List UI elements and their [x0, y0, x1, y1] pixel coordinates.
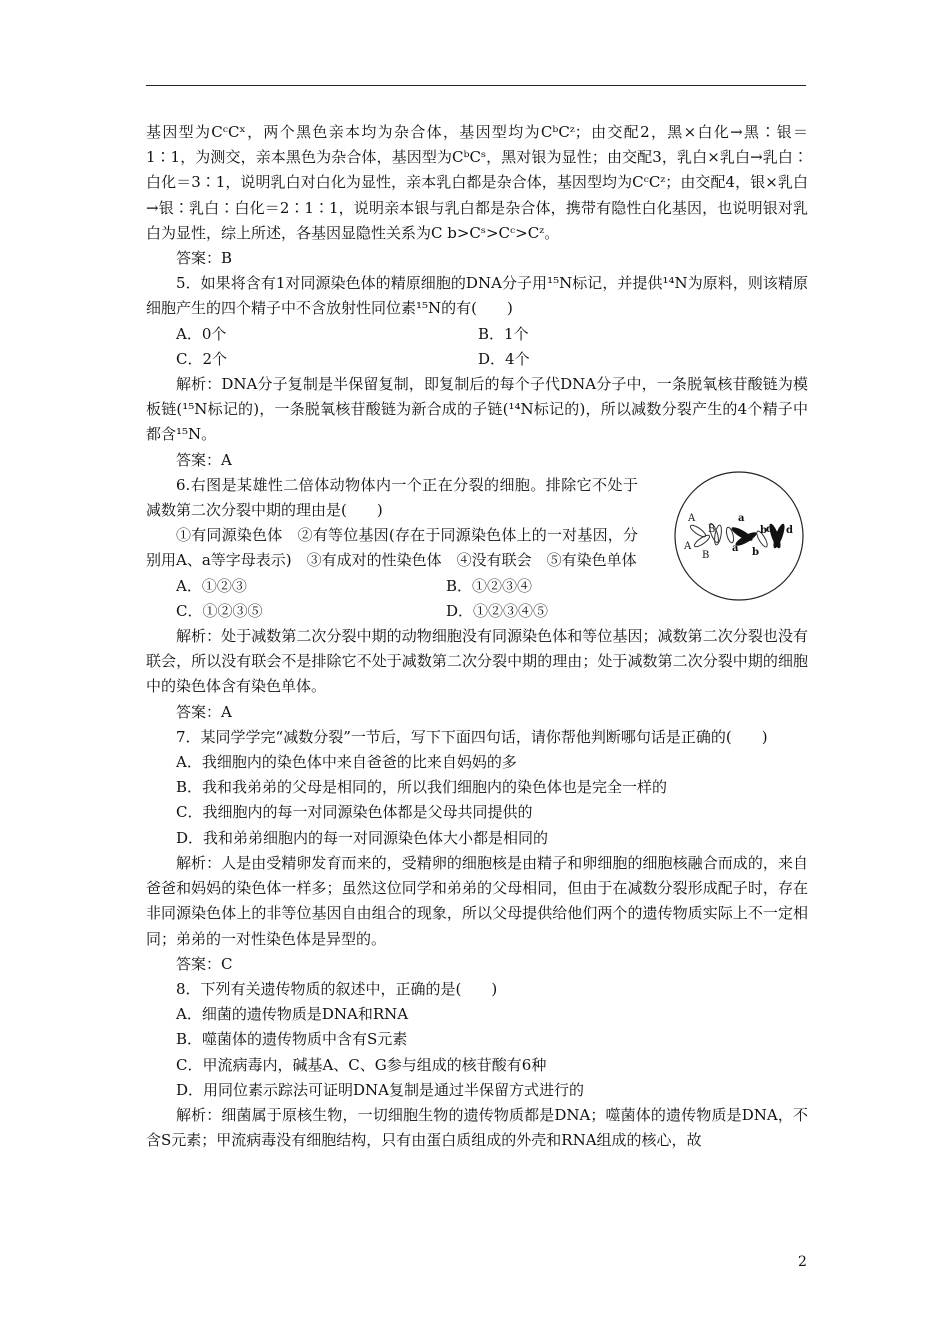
question-8: 8．下列有关遗传物质的叙述中，正确的是( )	[176, 979, 498, 998]
q5-option-c: C．2个	[176, 349, 228, 368]
q5-explanation: 解析：DNA分子复制是半保留复制，即复制后的每个子代DNA分子中，一条脱氧核苷酸链为模板链(¹⁵N标记的)，一条脱氧核苷酸链为新合成的子链(¹⁴N标记的)，所以减数分裂产生的4个精子中都含¹⁵N。	[146, 375, 808, 444]
page-number: 2	[798, 1254, 807, 1270]
gene-label: A	[684, 541, 692, 552]
q8-option-c: C．甲流病毒内，碱基A、C、G参与组成的核苷酸有6种	[176, 1055, 547, 1074]
question-7: 7．某同学学完“减数分裂”一节后，写下下面四句话，请你帮他判断哪句话是正确的( )	[176, 727, 768, 746]
gene-label: B	[702, 550, 710, 561]
q5-option-d: D．4个	[478, 349, 530, 368]
q7-explanation: 解析：人是由受精卵发育而来的，受精卵的细胞核是由精子和卵细胞的细胞核融合而成的，来自爸爸和妈妈的染色体一样多；虽然这位同学和弟弟的父母相同，但由于在减数分裂形成配子时，存在非同源染色体上的非等位基因自由组合的现象，所以父母提供给他们两个的遗传物质实际上不一定相同；弟弟的一对性染色体是异型的。	[146, 853, 808, 948]
gene-label: d	[786, 525, 793, 536]
q6-option-a: A．①②③	[176, 576, 247, 595]
q7-option-a: A．我细胞内的染色体中来自爸爸的比来自妈妈的多	[176, 753, 517, 772]
cell-division-figure	[672, 469, 806, 603]
answer-5: 答案：A	[176, 450, 232, 469]
q8-option-a: A．细菌的遗传物质是DNA和RNA	[176, 1005, 409, 1024]
question-5: 5．如果将含有1对同源染色体的精原细胞的DNA分子用¹⁵N标记，并提供¹⁴N为原料，则该精原细胞产生的四个精子中不含放射性同位素¹⁵N的有( )	[146, 274, 808, 318]
gene-label: a	[738, 513, 745, 524]
q5-option-a: A．0个	[176, 324, 227, 343]
q8-explanation: 解析：细菌属于原核生物，一切细胞生物的遗传物质都是DNA；噬菌体的遗传物质是DNA，不含S元素；甲流病毒没有细胞结构，只有由蛋白质组成的外壳和RNA组成的核心，故	[146, 1105, 808, 1150]
gene-label: b	[752, 547, 759, 558]
gene-label: A	[688, 513, 696, 524]
q6-items: ①有同源染色体 ②有等位基因(存在于同源染色体上的一对基因，分别用A、a等字母表示) ③有成对的性染色体 ④没有联会 ⑤有染色单体	[146, 526, 638, 570]
q7-option-d: D．我和弟弟细胞内的每一对同源染色体大小都是相同的	[176, 828, 549, 847]
question-6: 6.右图是某雄性二倍体动物体内一个正在分裂的细胞。排除它不处于减数第二次分裂中期的理由是( )	[146, 475, 638, 520]
page-body	[146, 120, 808, 1153]
answer-7: 答案：C	[176, 954, 233, 973]
paragraph-intro: 基因型为CᶜCˣ，两个黑色亲本均为杂合体，基因型均为CᵇCᶻ；由交配2，黑×白化→黑∶银＝1∶1，为测交，亲本黑色为杂合体，基因型为CᵇCˢ，黑对银为显性；由交配3，乳白×乳白→乳白∶白化＝3∶1，说明乳白对白化为显性，亲本乳白都是杂合体，基因型均为CᶜCᶻ；由交配4，银×乳白→银∶乳白∶白化＝2∶1∶1，说明亲本银与乳白都是杂合体，携带有隐性白化基因，也说明银对乳白为显性，综上所述，各基因显隐性关系为C b>Cˢ>Cᶜ>Cᶻ。	[146, 123, 808, 242]
q7-option-c: C．我细胞内的每一对同源染色体都是父母共同提供的	[176, 803, 533, 822]
q6-explanation: 解析：处于减数第二次分裂中期的动物细胞没有同源染色体和等位基因；减数第二次分裂也没有联会，所以没有联会不是排除它不处于减数第二次分裂中期的理由；处于减数第二次分裂中期的细胞中的染色体含有染色单体。	[146, 627, 808, 696]
q5-option-b: B．1个	[478, 324, 529, 343]
gene-label: b	[760, 525, 767, 536]
q8-option-b: B．噬菌体的遗传物质中含有S元素	[176, 1030, 408, 1049]
chromosome-pair-middle	[725, 525, 758, 548]
gene-label: B	[708, 524, 716, 535]
q7-option-b: B．我和我弟弟的父母是相同的，所以我们细胞内的染色体也是完全一样的	[176, 778, 668, 797]
gene-label: d	[766, 524, 773, 535]
q8-option-d: D．用同位素示踪法可证明DNA复制是通过半保留方式进行的	[176, 1080, 585, 1099]
q6-option-d: D．①②③④⑤	[446, 601, 549, 620]
header-rule	[146, 85, 806, 86]
chromosome-pair-left	[689, 523, 723, 549]
answer-4: 答案：B	[176, 249, 233, 268]
q6-option-b: B．①②③④	[446, 576, 533, 595]
q5-options-row1	[146, 322, 808, 347]
q5-options-row2	[146, 347, 808, 372]
q6-option-c: C．①②③⑤	[176, 601, 263, 620]
gene-label: a	[732, 543, 739, 554]
answer-6: 答案：A	[176, 702, 232, 721]
